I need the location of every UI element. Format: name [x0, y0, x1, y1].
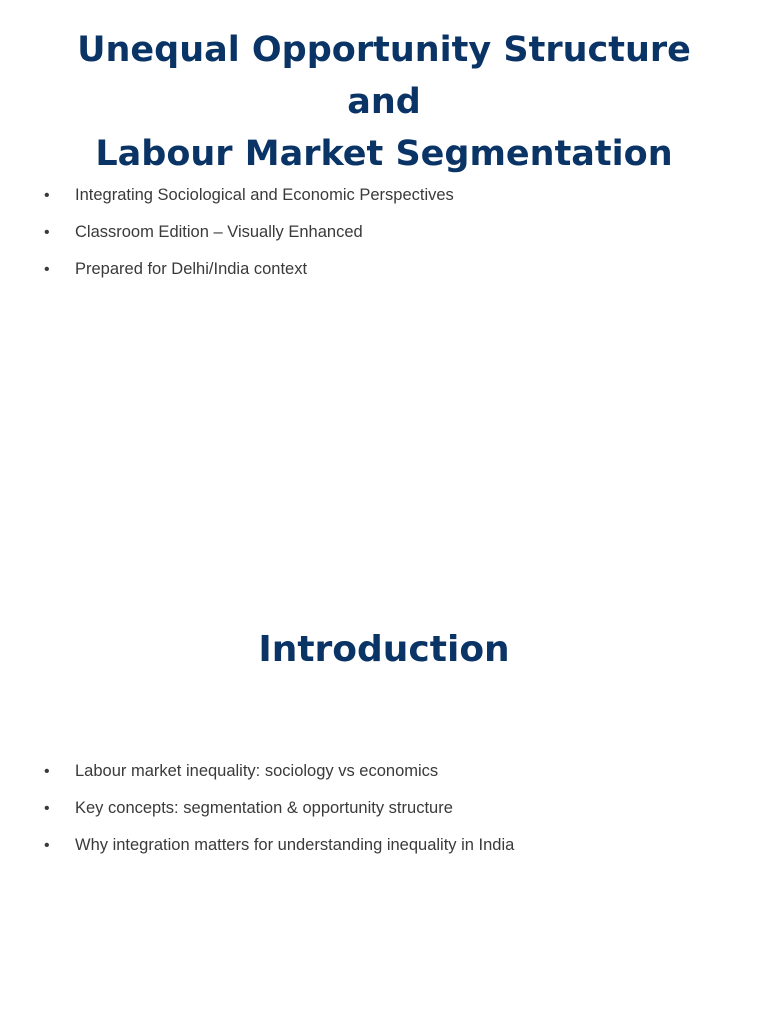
bullet-icon: •: [44, 187, 50, 204]
bullet-icon: •: [44, 224, 50, 241]
list-item: [44, 257, 728, 282]
list-item: [44, 796, 728, 821]
list-item: [44, 183, 728, 208]
bullet-text: Integrating Sociological and Economic Perspectives: [75, 186, 454, 204]
slide-introduction: [0, 576, 768, 1024]
bullet-text: Key concepts: segmentation & opportunity structure: [75, 799, 453, 817]
bullet-icon: •: [44, 261, 50, 278]
bullet-icon: •: [44, 763, 50, 780]
bullet-text: Classroom Edition – Visually Enhanced: [75, 223, 363, 241]
bullet-text: Labour market inequality: sociology vs economics: [75, 762, 439, 780]
list-item: [44, 759, 728, 784]
slide-title-heading: [40, 24, 728, 180]
list-item: [44, 220, 728, 245]
bullet-icon: •: [44, 837, 50, 854]
bullet-text: Why integration matters for understanding inequality in India: [75, 836, 515, 854]
slide-introduction-heading: [40, 624, 728, 676]
bullet-icon: •: [44, 800, 50, 817]
bullet-list: [44, 183, 728, 294]
list-item: [44, 833, 728, 858]
bullet-text: Prepared for Delhi/India context: [75, 260, 308, 278]
introduction-title: Introduction: [258, 629, 510, 670]
bullet-list: [44, 759, 728, 870]
title-line-1: Unequal Opportunity Structure and: [77, 30, 691, 122]
title-line-2: Labour Market Segmentation: [95, 134, 673, 174]
